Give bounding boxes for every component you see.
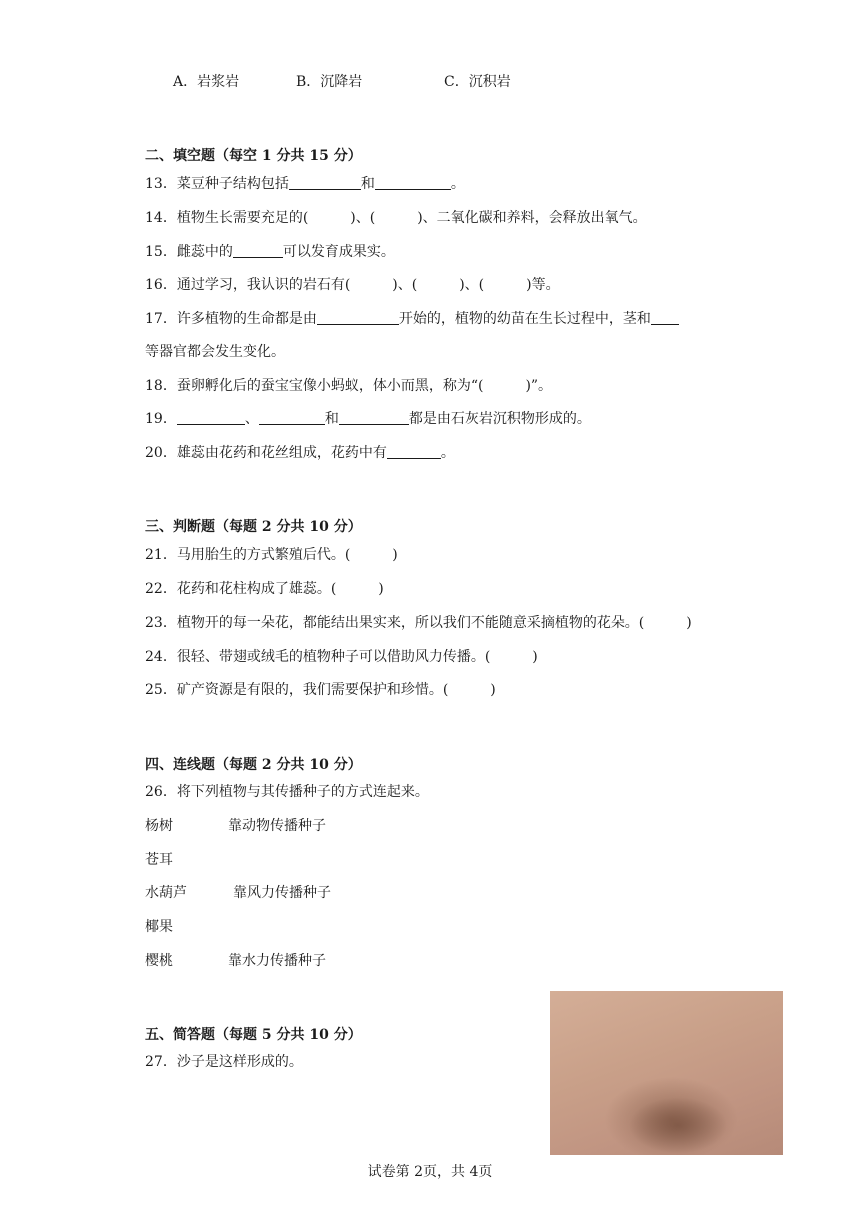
answer-blank[interactable] bbox=[177, 410, 245, 425]
plant-item[interactable]: 苍耳 bbox=[145, 852, 173, 868]
answer-blank[interactable] bbox=[233, 243, 283, 258]
page-footer: 试卷第 2页，共 4页 bbox=[367, 1164, 493, 1180]
question-16: 16．通过学习，我认识的岩石有( )、( )、( )等。 bbox=[145, 277, 560, 293]
question-17-continued: 等器官都会发生变化。 bbox=[145, 344, 285, 360]
answer-blank[interactable] bbox=[289, 175, 361, 190]
option-c: C．沉积岩 bbox=[444, 74, 511, 90]
question-23: 23．植物开的每一朵花，都能结出果实来，所以我们不能随意采摘植物的花朵。( ) bbox=[145, 615, 692, 631]
question-13: 13．菜豆种子结构包括 和 。 bbox=[145, 176, 465, 192]
question-22: 22．花药和花柱构成了雄蕊。( ) bbox=[145, 581, 384, 597]
section2-heading: 二、填空题（每空 1 分共 15 分） bbox=[145, 148, 362, 164]
question-18: 18．蚕卵孵化后的蚕宝宝像小蚂蚁，体小而黑，称为“( )”。 bbox=[145, 378, 553, 394]
question-19: 19． 、 和 都是由石灰岩沉积物形成的。 bbox=[145, 411, 591, 427]
method-item[interactable]: 靠水力传播种子 bbox=[228, 953, 326, 969]
plant-item[interactable]: 杨树 bbox=[145, 818, 173, 834]
question-24: 24．很轻、带翅或绒毛的植物种子可以借助风力传播。( ) bbox=[145, 649, 538, 665]
plant-item[interactable]: 樱桃 bbox=[145, 953, 173, 969]
question-21: 21．马用胎生的方式繁殖后代。( ) bbox=[145, 547, 398, 563]
question-25: 25．矿产资源是有限的，我们需要保护和珍惜。( ) bbox=[145, 682, 496, 698]
method-item[interactable]: 靠动物传播种子 bbox=[228, 818, 326, 834]
question-20: 20．雄蕊由花药和花丝组成，花药中有 。 bbox=[145, 445, 455, 461]
plant-item[interactable]: 椰果 bbox=[145, 919, 173, 935]
answer-blank[interactable] bbox=[339, 410, 409, 425]
question-27: 27．沙子是这样形成的。 bbox=[145, 1054, 303, 1070]
question-26: 26．将下列植物与其传播种子的方式连起来。 bbox=[145, 784, 429, 800]
question-17: 17．许多植物的生命都是由 开始的，植物的幼苗在生长过程中，茎和 bbox=[145, 309, 679, 329]
section4-heading: 四、连线题（每题 2 分共 10 分） bbox=[145, 757, 362, 773]
option-b: B．沉降岩 bbox=[296, 74, 363, 90]
sand-image bbox=[550, 991, 783, 1155]
option-a: A．岩浆岩 bbox=[173, 74, 240, 90]
question-14: 14．植物生长需要充足的( )、( )、二氧化碳和养料，会释放出氧气。 bbox=[145, 210, 647, 226]
question-15: 15．雌蕊中的 可以发育成果实。 bbox=[145, 244, 395, 260]
answer-blank[interactable] bbox=[259, 410, 325, 425]
answer-blank[interactable] bbox=[317, 310, 399, 325]
section5-heading: 五、简答题（每题 5 分共 10 分） bbox=[145, 1027, 362, 1043]
answer-blank[interactable] bbox=[375, 175, 451, 190]
answer-blank[interactable] bbox=[387, 444, 441, 459]
method-item[interactable]: 靠风力传播种子 bbox=[233, 885, 331, 901]
plant-item[interactable]: 水葫芦 bbox=[145, 885, 187, 901]
section3-heading: 三、判断题（每题 2 分共 10 分） bbox=[145, 519, 362, 535]
answer-blank[interactable] bbox=[651, 310, 679, 325]
